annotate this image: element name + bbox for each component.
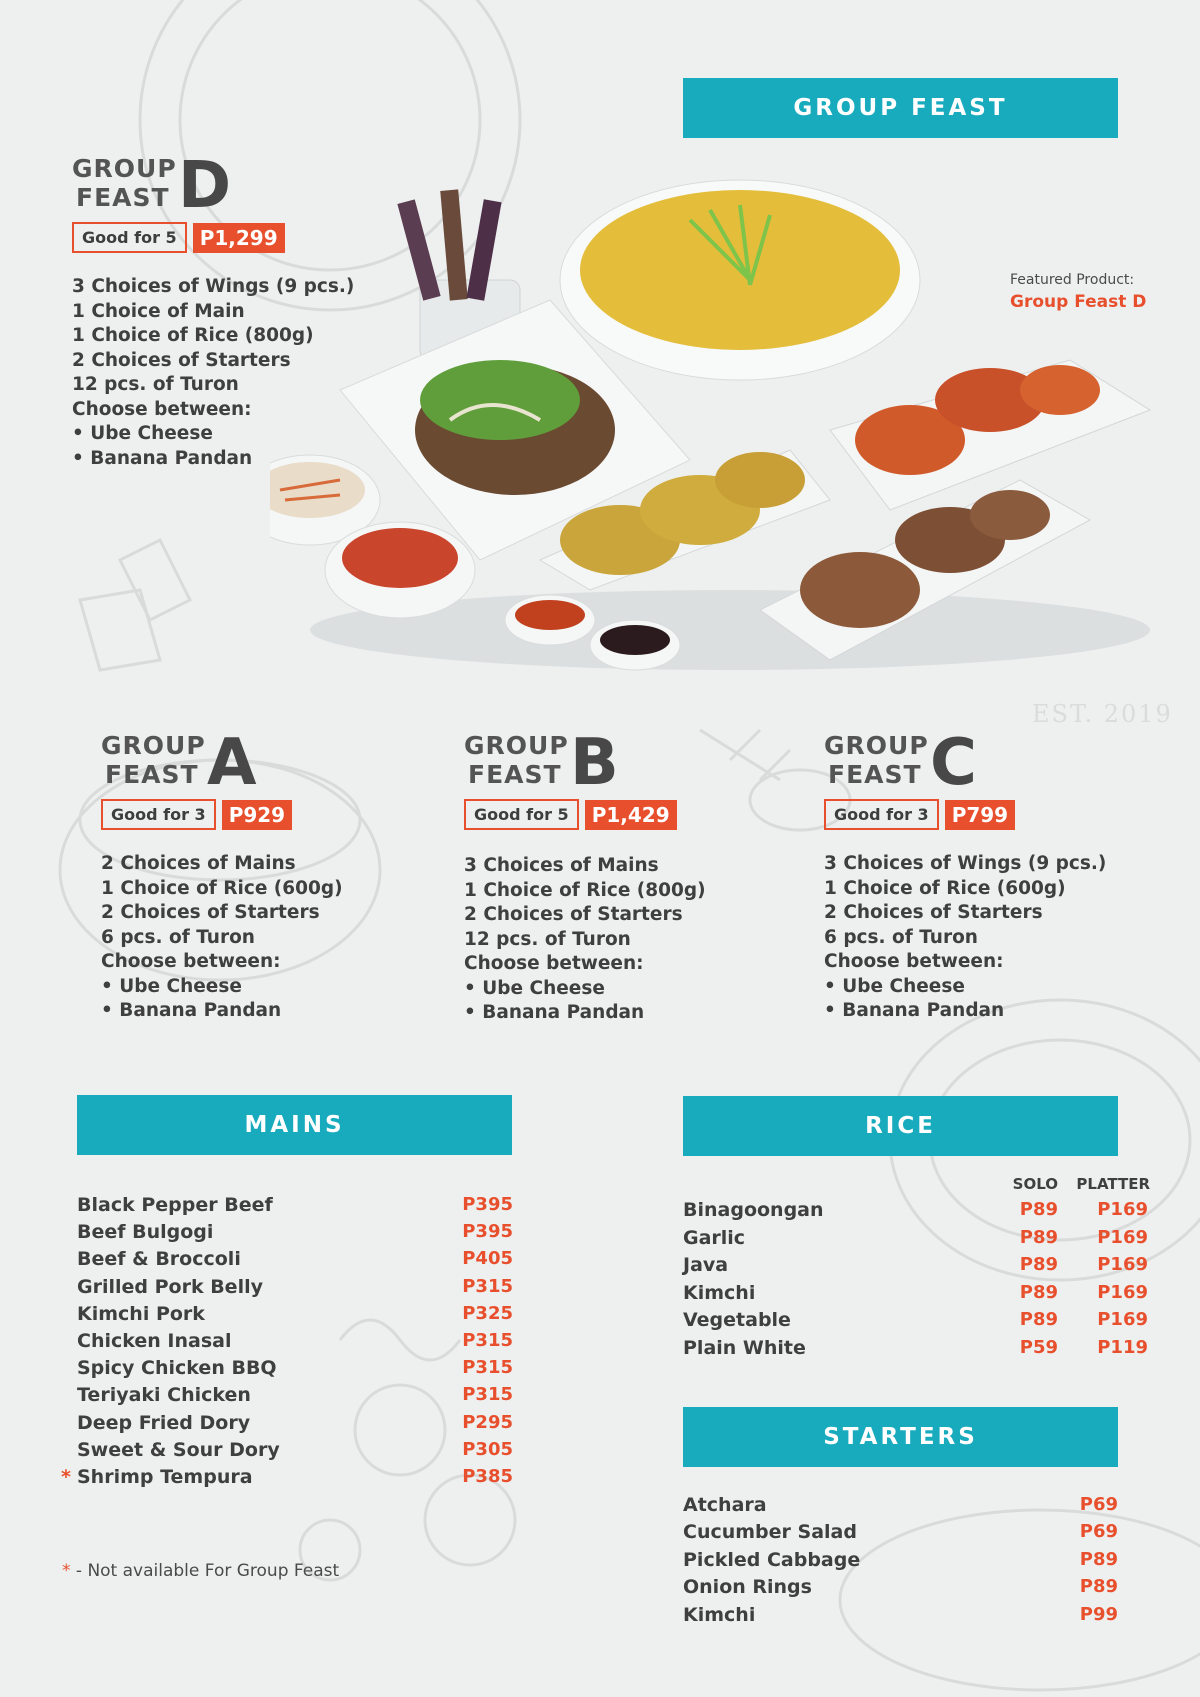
platter-price: P169: [1097, 1309, 1148, 1331]
platter-price: P169: [1097, 1281, 1148, 1303]
solo-price: P89: [1019, 1281, 1058, 1303]
list-item: • Ube Cheese: [101, 975, 242, 997]
list-item: 2 Choices of Starters: [101, 902, 320, 923]
feast-c-items: [824, 852, 1106, 1024]
list-item: • Ube Cheese: [72, 423, 213, 444]
list-item: [77, 1330, 513, 1357]
list-item: • Banana Pandan: [101, 1000, 282, 1021]
feast-a-word2: FEAST: [105, 760, 199, 789]
table-row: [683, 1199, 1150, 1227]
item-name: Sweet & Sour Dory: [77, 1438, 280, 1461]
asterisk-marker: *: [61, 1465, 71, 1488]
item-price: P315: [462, 1275, 513, 1297]
item-name: Garlic: [683, 1226, 746, 1249]
item-price: P89: [1079, 1548, 1118, 1570]
item-price: P385: [462, 1465, 513, 1487]
item-price: P325: [462, 1302, 513, 1324]
feast-b-good-for: Good for 5: [464, 799, 579, 830]
food-photo: [270, 160, 1170, 680]
feast-c-word1: GROUP: [824, 731, 929, 760]
feast-d-word2: FEAST: [76, 183, 170, 212]
item-name: Atchara: [683, 1494, 767, 1516]
item-price: P69: [1079, 1521, 1118, 1543]
item-name: Deep Fried Dory: [77, 1411, 251, 1434]
item-price: P305: [462, 1438, 513, 1460]
feast-c-word2: FEAST: [828, 760, 922, 789]
list-item: Choose between:: [72, 398, 252, 420]
table-row: [683, 1227, 1150, 1255]
list-item: [77, 1276, 513, 1303]
feast-d-word1: GROUP: [72, 154, 177, 183]
solo-price: P89: [1019, 1226, 1058, 1248]
list-item: 12 pcs. of Turon: [464, 928, 631, 950]
platter-price: P169: [1097, 1226, 1148, 1248]
item-name: Spicy Chicken BBQ: [77, 1357, 277, 1380]
item-name: Chicken Inasal: [77, 1329, 232, 1352]
list-item: • Banana Pandan: [72, 447, 253, 469]
item-name: Black Pepper Beef: [77, 1194, 273, 1216]
item-name: Beef Bulgogi: [77, 1221, 214, 1244]
featured-label: Featured Product:: [1010, 272, 1135, 288]
mains-list: [61, 1194, 513, 1493]
col-solo: SOLO: [1012, 1175, 1058, 1193]
item-price: P99: [1079, 1603, 1118, 1625]
list-item: [77, 1248, 513, 1275]
list-item: 1 Choice of Rice (800g): [72, 325, 314, 346]
featured-value: Group Feast D: [1010, 292, 1147, 312]
est-watermark: EST. 2019: [1032, 700, 1173, 728]
list-item: [61, 1465, 513, 1493]
feast-b-title: [464, 726, 706, 800]
feast-c-title: [824, 726, 1106, 800]
footnote: [62, 1561, 339, 1581]
col-platter: PLATTER: [1076, 1175, 1150, 1193]
list-item: 1 Choice of Rice (800g): [464, 879, 706, 901]
item-price: P89: [1079, 1576, 1118, 1598]
rice-header: [683, 1175, 1150, 1193]
solo-price: P89: [1019, 1254, 1058, 1276]
list-item: 6 pcs. of Turon: [824, 926, 978, 948]
list-item: Choose between:: [464, 953, 644, 974]
platter-price: P169: [1097, 1254, 1148, 1276]
rice-table: [683, 1175, 1150, 1365]
list-item: 1 Choice of Rice (600g): [101, 877, 343, 899]
list-item: [77, 1384, 513, 1411]
feast-b-word1: GROUP: [464, 731, 569, 760]
feast-a-title: [101, 726, 343, 800]
list-item: [77, 1357, 513, 1384]
item-price: P315: [462, 1357, 513, 1379]
feast-a-price: P929: [222, 800, 292, 830]
feast-b-items: [464, 854, 706, 1026]
list-item: 2 Choices of Starters: [464, 904, 683, 925]
feast-d-title: [72, 149, 354, 223]
list-item: [683, 1494, 1118, 1521]
footnote-text: - Not available For Group Feast: [70, 1561, 340, 1581]
item-name: Grilled Pork Belly: [77, 1275, 263, 1298]
group-feast-banner: GROUP FEAST: [683, 78, 1118, 138]
starters-list: [683, 1494, 1118, 1631]
feast-a-letter: A: [207, 726, 257, 800]
list-item: • Banana Pandan: [824, 1000, 1005, 1021]
list-item: 6 pcs. of Turon: [101, 926, 255, 948]
solo-price: P89: [1019, 1309, 1058, 1331]
feast-c-good-for: Good for 3: [824, 799, 939, 830]
list-item: 1 Choice of Rice (600g): [824, 877, 1066, 899]
list-item: [683, 1549, 1118, 1576]
item-price: P315: [462, 1384, 513, 1406]
list-item: 2 Choices of Starters: [72, 349, 291, 371]
table-row: [683, 1282, 1150, 1310]
list-item: Choose between:: [824, 951, 1004, 972]
group-feast-d: [72, 149, 355, 471]
asterisk-marker: *: [62, 1561, 71, 1581]
feast-a-items: [101, 852, 343, 1024]
item-name: Beef & Broccoli: [77, 1248, 241, 1271]
list-item: Choose between:: [101, 951, 281, 972]
list-item: 3 Choices of Mains: [464, 855, 659, 876]
list-item: [77, 1303, 513, 1330]
feast-c-price: P799: [945, 800, 1015, 830]
item-name: Kimchi: [683, 1281, 756, 1304]
list-item: [77, 1439, 513, 1466]
list-item: • Banana Pandan: [464, 1002, 645, 1023]
list-item: [77, 1412, 513, 1439]
group-feast-b: [464, 726, 706, 1026]
list-item: [77, 1194, 513, 1221]
list-item: 3 Choices of Wings (9 pcs.): [72, 276, 355, 297]
solo-price: P59: [1019, 1336, 1058, 1358]
feast-d-letter: D: [178, 149, 232, 223]
list-item: [77, 1221, 513, 1248]
feast-b-price: P1,429: [585, 800, 677, 830]
item-name: Teriyaki Chicken: [77, 1384, 251, 1407]
list-item: 1 Choice of Main: [72, 300, 245, 322]
item-name: Vegetable: [683, 1309, 791, 1332]
mains-banner: MAINS: [77, 1095, 512, 1155]
list-item: [683, 1521, 1118, 1548]
item-price: P315: [462, 1329, 513, 1351]
rice-banner: RICE: [683, 1096, 1118, 1156]
table-row: [683, 1254, 1150, 1282]
list-item: 3 Choices of Wings (9 pcs.): [824, 853, 1107, 874]
feast-b-letter: B: [570, 726, 619, 800]
item-price: P395: [462, 1194, 513, 1215]
starters-banner: STARTERS: [683, 1407, 1118, 1467]
solo-price: P89: [1019, 1199, 1058, 1220]
list-item: 12 pcs. of Turon: [72, 374, 239, 395]
item-price: P405: [462, 1248, 513, 1270]
platter-price: P119: [1097, 1336, 1148, 1358]
item-name: Java: [683, 1254, 729, 1277]
table-row: [683, 1337, 1150, 1365]
list-item: [683, 1604, 1118, 1631]
feast-b-word2: FEAST: [468, 760, 562, 789]
item-name: Cucumber Salad: [683, 1521, 857, 1544]
list-item: 2 Choices of Starters: [824, 902, 1043, 923]
item-name: Kimchi Pork: [77, 1302, 205, 1325]
item-name: Binagoongan: [683, 1199, 824, 1221]
platter-price: P169: [1097, 1199, 1148, 1220]
table-row: [683, 1309, 1150, 1337]
list-item: [683, 1576, 1118, 1603]
feast-d-items: [72, 275, 354, 471]
feast-a-good-for: Good for 3: [101, 799, 216, 830]
item-name: Pickled Cabbage: [683, 1548, 861, 1571]
item-price: P69: [1079, 1494, 1118, 1515]
feast-d-price: P1,299: [193, 223, 285, 253]
group-feast-a: [101, 726, 343, 1024]
group-feast-c: [824, 726, 1107, 1024]
item-name: Shrimp Tempura: [77, 1465, 253, 1488]
item-price: P395: [462, 1221, 513, 1243]
feast-c-letter: C: [930, 726, 977, 800]
list-item: • Ube Cheese: [464, 977, 605, 999]
feast-a-word1: GROUP: [101, 731, 206, 760]
item-name: Plain White: [683, 1336, 806, 1359]
list-item: 2 Choices of Mains: [101, 853, 296, 874]
item-price: P295: [462, 1411, 513, 1433]
list-item: • Ube Cheese: [824, 975, 965, 997]
item-name: Onion Rings: [683, 1576, 812, 1599]
item-name: Kimchi: [683, 1603, 756, 1626]
feast-d-good-for: Good for 5: [72, 222, 187, 253]
